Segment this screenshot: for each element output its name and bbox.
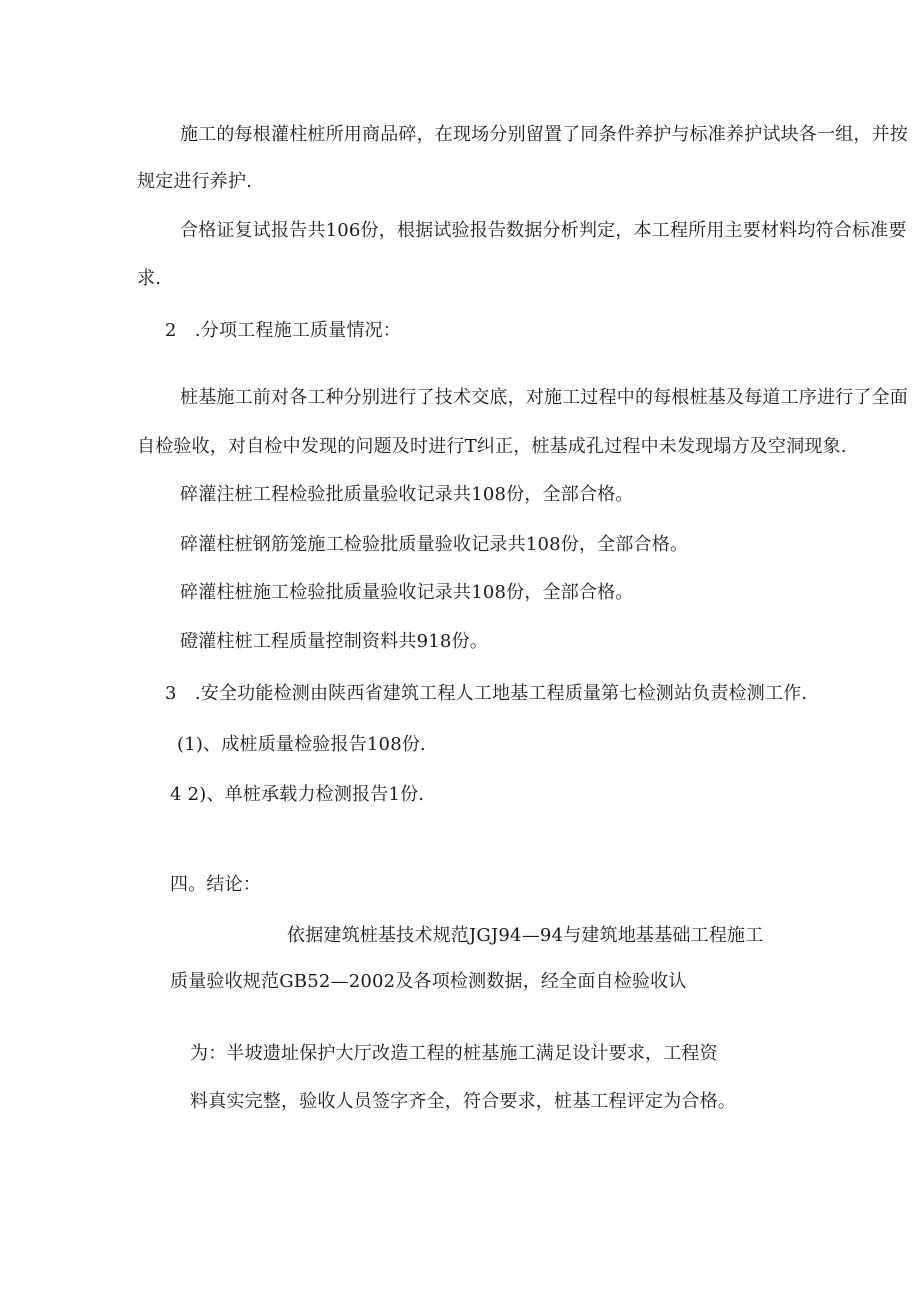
paragraph-3-line-2: 自检验收，对自检中发现的问题及时进行T纠正，桩基成孔过程中未发现塌方及空洞现象. (137, 436, 847, 457)
list-item-pile-construction: 碎灌柱桩施工检验批质量验收记录共108份，全部合格。 (180, 582, 634, 603)
paragraph-2-line-1: 合格证复试报告共106份，根据试验报告数据分析判定，本工程所用主要材料均符合标准要 (180, 220, 907, 241)
list-item-rebar-cage: 碎灌柱桩钢筋笼施工检验批质量验收记录共108份，全部合格。 (180, 534, 689, 555)
section-3-heading: 3 .安全功能检测由陕西省建筑工程人工地基工程质量第七检测站负责检测工作. (165, 683, 808, 704)
list-item-pile-quality-report: (1)、成桩质量检验报告108份. (177, 734, 426, 755)
conclusion-line-4: 料真实完整，验收人员签字齐全，符合要求，桩基工程评定为合格。 (190, 1091, 736, 1112)
list-item-inspection-batch: 碎灌注桩工程检验批质量验收记录共108份，全部合格。 (180, 484, 634, 505)
paragraph-1-line-1: 施工的每根灌柱桩所用商品碎，在现场分别留置了同条件养护与标准养护试块各一组，并按 (180, 124, 908, 145)
conclusion-line-2: 质量验收规范GB52—2002及各项检测数据，经全面自检验收认 (170, 971, 687, 992)
conclusion-line-3: 为：半坡遗址保护大厅改造工程的桩基施工满足设计要求，工程资 (190, 1043, 718, 1064)
section-2-heading: 2 .分项工程施工质量情况： (165, 320, 401, 341)
conclusion-line-1: 依据建筑桩基技术规范JGJ94—94与建筑地基基础工程施工 (287, 925, 764, 946)
section-4-heading: 四。结论： (170, 874, 261, 895)
paragraph-3-line-1: 桩基施工前对各工种分别进行了技术交底，对施工过程中的每根桩基及每道工序进行了全面 (180, 387, 908, 408)
paragraph-1-line-2: 规定进行养护. (137, 171, 253, 192)
list-item-quality-control: 磴灌柱桩工程质量控制资料共918份。 (180, 631, 488, 652)
paragraph-2-line-2: 求. (137, 268, 162, 289)
list-item-bearing-capacity-report: 4 2)、单桩承载力检测报告1份. (170, 784, 425, 805)
